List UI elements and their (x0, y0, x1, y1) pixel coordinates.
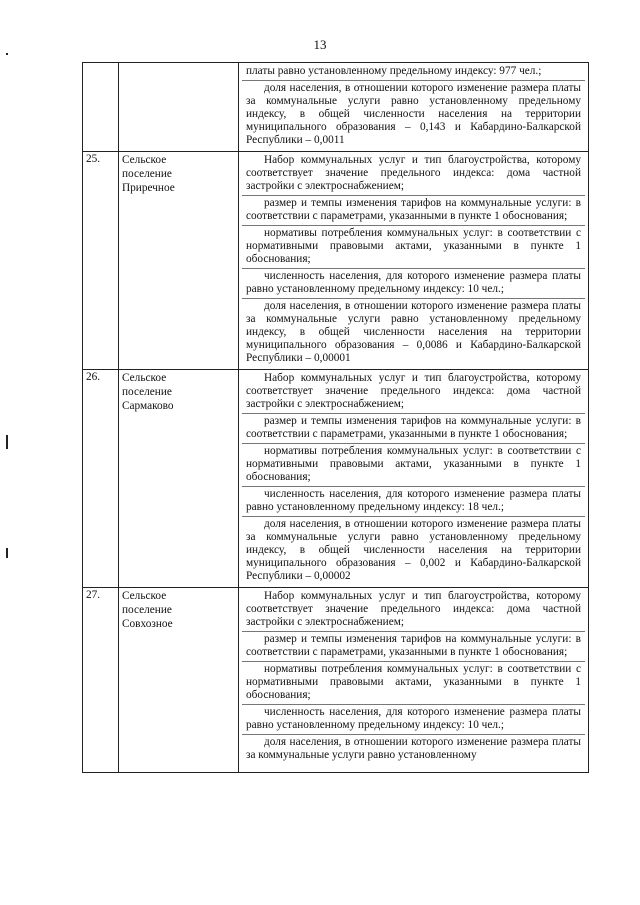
municipality-name-line: Сельское (122, 590, 167, 602)
description-paragraph: доля населения, в отношении которого изменение размера платы за коммунальные услуги равно установленному предельному индексу, в общей численности населения на территории муниципального образования – 0,002 и Кабардино-Балкарской Республики – 0,00002 (246, 518, 581, 582)
municipality-name (119, 63, 239, 152)
scan-mark (6, 53, 8, 55)
description-paragraph: нормативы потребления коммунальных услуг: в соответствии с нормативными правовыми актами, указанными в пункте 1 обоснования; (242, 662, 585, 705)
municipality-name (119, 370, 239, 588)
row-number: 26. (83, 370, 119, 588)
indicator-description (239, 588, 589, 773)
description-paragraph: численность населения, для которого изменение размера платы равно установленному предельному индексу: 18 чел.; (242, 487, 585, 517)
description-paragraph: Набор коммунальных услуг и тип благоустройства, которому соответствует значение предельного индекса: дома частной застройки с электроснабжением; (242, 371, 585, 414)
description-paragraph: размер и темпы изменения тарифов на коммунальные услуги: в соответствии с параметрами, указанными в пункте 1 обоснования; (242, 414, 585, 444)
table-row (83, 370, 589, 588)
description-paragraph: нормативы потребления коммунальных услуг: в соответствии с нормативными правовыми актами, указанными в пункте 1 обоснования; (242, 444, 585, 487)
municipality-name (119, 152, 239, 370)
municipality-name-line: поселение (122, 604, 172, 616)
municipality-name-line: Сельское (122, 372, 167, 384)
table-row (83, 588, 589, 773)
municipality-name-line: Сармаково (122, 400, 174, 412)
municipality-name-line: поселение (122, 386, 172, 398)
description-paragraph: доля населения, в отношении которого изменение размера платы за коммунальные услуги равно установленному предельному индексу, в общей численности населения на территории муниципального образования – 0,143 и Кабардино-Балкарской Республики – 0,0011 (246, 82, 581, 146)
description-paragraph: Набор коммунальных услуг и тип благоустройства, которому соответствует значение предельного индекса: дома частной застройки с электроснабжением; (242, 153, 585, 196)
municipality-name-line: Приречное (122, 182, 175, 194)
scan-mark (6, 548, 8, 558)
description-paragraph: доля населения, в отношении которого изменение размера платы за коммунальные услуги равно установленному предельному индексу, в общей численности населения на территории муниципального образования – 0,0086 и Кабардино-Балкарской Республики – 0,00001 (246, 300, 581, 364)
description-paragraph: платы равно установленному предельному индексу: 977 чел.; (242, 64, 585, 81)
indicator-description (239, 63, 589, 152)
table-row (83, 152, 589, 370)
table-row (83, 63, 589, 152)
description-paragraph: доля населения, в отношении которого изменение размера платы за коммунальные услуги равно установленному (246, 736, 581, 761)
indicator-description (239, 152, 589, 370)
description-paragraph: нормативы потребления коммунальных услуг: в соответствии с нормативными правовыми актами, указанными в пункте 1 обоснования; (242, 226, 585, 269)
description-paragraph: численность населения, для которого изменение размера платы равно установленному предельному индексу: 10 чел.; (242, 705, 585, 735)
description-paragraph: Набор коммунальных услуг и тип благоустройства, которому соответствует значение предельного индекса: дома частной застройки с электроснабжением; (242, 589, 585, 632)
row-number: 25. (83, 152, 119, 370)
municipality-name-line: поселение (122, 168, 172, 180)
municipality-name (119, 588, 239, 773)
description-paragraph: размер и темпы изменения тарифов на коммунальные услуги: в соответствии с параметрами, указанными в пункте 1 обоснования; (242, 632, 585, 662)
municipality-name-line: Совхозное (122, 618, 173, 630)
indicator-table (82, 62, 589, 773)
indicator-description (239, 370, 589, 588)
row-number: 27. (83, 588, 119, 773)
row-number (83, 63, 119, 152)
page-number: 13 (313, 37, 327, 52)
municipality-name-line: Сельское (122, 154, 167, 166)
description-paragraph: численность населения, для которого изменение размера платы равно установленному предельному индексу: 10 чел.; (242, 269, 585, 299)
description-paragraph: размер и темпы изменения тарифов на коммунальные услуги: в соответствии с параметрами, указанными в пункте 1 обоснования; (242, 196, 585, 226)
scan-mark (6, 435, 8, 449)
